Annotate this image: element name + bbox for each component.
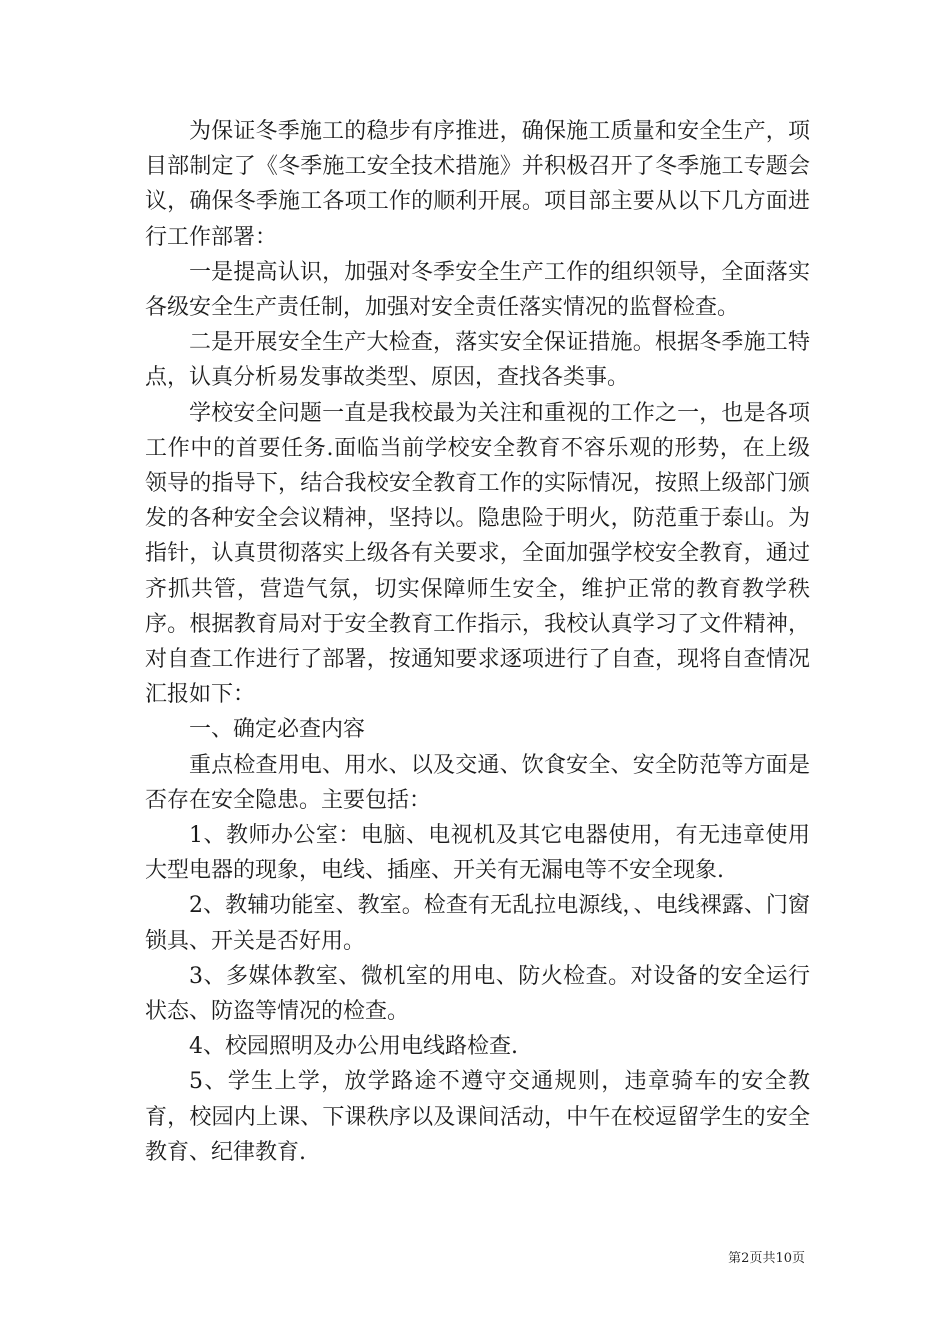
paragraph-intro: 为保证冬季施工的稳步有序推进，确保施工质量和安全生产，项目部制定了《冬季施工安全技术措施》并积极召开了冬季施工专题会议，确保冬季施工各项工作的顺利开展。项目部主要从以下几方面进行工作部署： — [145, 119, 810, 250]
paragraph-inspection-scope: 重点检查用电、用水、以及交通、饮食安全、安全防范等方面是否存在安全隐患。主要包括： — [145, 752, 810, 813]
paragraph-school-safety: 学校安全问题一直是我校最为关注和重视的工作之一，也是各项工作中的首要任务.面临当前学校安全教育不容乐观的形势，在上级领导的指导下，结合我校安全教育工作的实际情况，按照上级部门颁发的各种安全会议精神，坚持以。隐患险于明火，防范重于泰山。为指针，认真贯彻落实上级各有关要求，全面加强学校安全教育，通过齐抓共管，营造气氛，切实保障师生安全，维护正常的教育教学秩序。根据教育局对于安全教育工作指示，我校认真学习了文件精神，对自查工作进行了部署，按通知要求逐项进行了自查，现将自查情况汇报如下： — [145, 400, 810, 708]
list-item: 3、多媒体教室、微机室的用电、防火检查。对设备的安全运行状态、防盗等情况的检查。 — [145, 963, 810, 1025]
page-number-footer: 第2页共10页 — [728, 1251, 805, 1266]
paragraph-point-two: 二是开展安全生产大检查，落实安全保证措施。根据冬季施工特点，认真分析易发事故类型、原因，查找各类事。 — [145, 330, 810, 391]
list-item: 4、校园照明及办公用电线路检查. — [189, 1034, 518, 1060]
section-heading: 一、确定必查内容 — [189, 717, 366, 743]
document-body — [145, 114, 810, 1170]
list-item: 5、学生上学，放学路途不遵守交通规则，违章骑车的安全教育，校园内上课、下课秩序以及课间活动，中午在校逗留学生的安全教育、纪律教育. — [145, 1069, 810, 1165]
list-item: 2、教辅功能室、教室。检查有无乱拉电源线，、电线裸露、门窗锁具、开关是否好用。 — [145, 893, 810, 954]
paragraph-point-one: 一是提高认识，加强对冬季安全生产工作的组织领导，全面落实各级安全生产责任制，加强对安全责任落实情况的监督检查。 — [145, 259, 810, 321]
list-item: 1、教师办公室：电脑、电视机及其它电器使用，有无违章使用大型电器的现象，电线、插座、开关有无漏电等不安全现象. — [145, 823, 810, 884]
